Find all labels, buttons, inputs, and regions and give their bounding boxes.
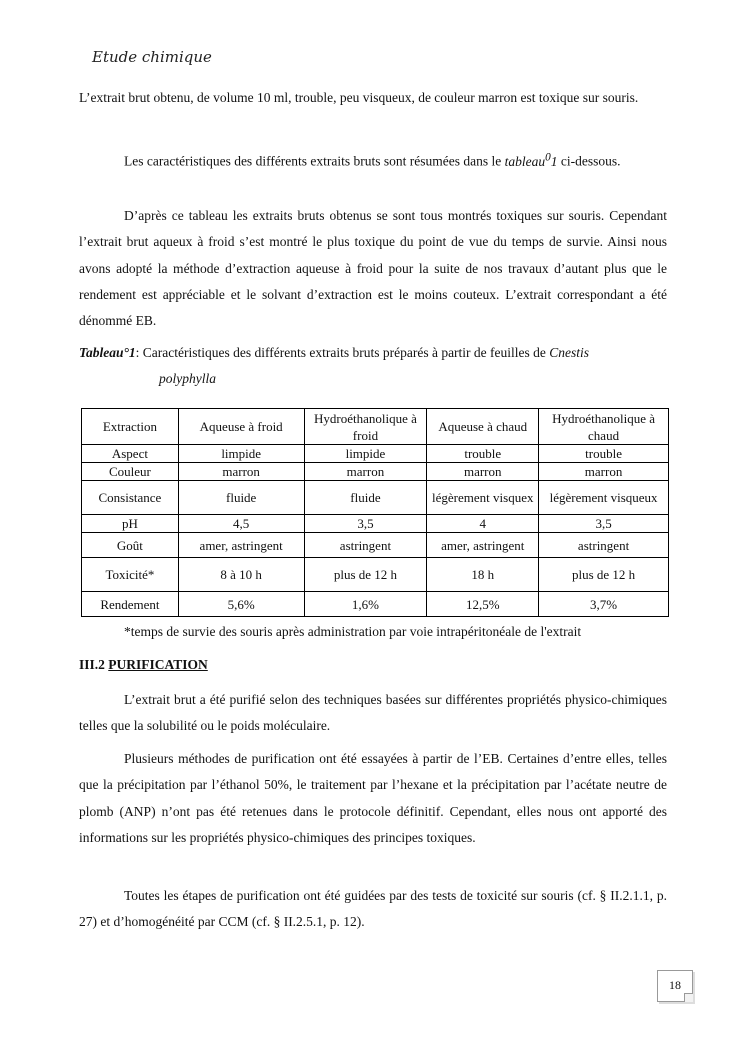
table-header-row [82, 409, 669, 445]
table-footnote: *temps de survie des souris après administration par voie intrapéritonéale de l'extrait [124, 624, 582, 639]
section-number: III.2 [79, 657, 109, 672]
table-cell: limpide [304, 445, 427, 463]
table-row [82, 558, 669, 592]
table-cell: marron [178, 463, 304, 481]
table-cell: légèrement visquex [427, 481, 539, 515]
species-name-genus: Cnestis [549, 345, 590, 360]
table-header-cell: Hydroéthanolique à froid [304, 409, 427, 445]
table-cell: 3,5 [539, 515, 669, 533]
table-cell: 4,5 [178, 515, 304, 533]
table-cell: Consistance [82, 481, 179, 515]
table-cell: limpide [178, 445, 304, 463]
table-cell: 8 à 10 h [178, 558, 304, 592]
table-caption-text: : Caractéristiques des différents extraits bruts préparés à partir de feuilles de [135, 345, 550, 360]
paragraph-extract-description: L’extrait brut obtenu, de volume 10 ml, trouble, peu visqueux, de couleur marron est toxique sur souris. [79, 90, 639, 105]
paragraph-table-reference [79, 144, 667, 175]
extraction-table [81, 408, 669, 617]
table-cell: amer, astringent [178, 533, 304, 558]
table-cell: 1,6% [304, 592, 427, 617]
table-cell: astringent [304, 533, 427, 558]
table-cell: fluide [178, 481, 304, 515]
table-cell: fluide [304, 481, 427, 515]
p2-text-after: ci-dessous. [557, 153, 621, 169]
table-cell: astringent [539, 533, 669, 558]
paragraph-purification-guidance: Toutes les étapes de purification ont été guidées par des tests de toxicité sur souris (cf. § II.2.1.1, p. 27) et d’homogénéité par CCM (cf. § II.2.5.1, p. 12). [79, 888, 667, 930]
table-row [82, 533, 669, 558]
table-row [82, 515, 669, 533]
table-cell: Goût [82, 533, 179, 558]
table-cell: pH [82, 515, 179, 533]
table-cell: 3,5 [304, 515, 427, 533]
table-cell: 12,5% [427, 592, 539, 617]
table-reference: tableau$^0$1 [504, 151, 558, 169]
species-name-epithet: polyphylla [159, 371, 216, 386]
table-cell: Toxicité* [82, 558, 179, 592]
paragraph-purification-intro: L’extrait brut a été purifié selon des techniques basées sur différentes propriétés physico-chimiques telles que la solubilité ou le poids moléculaire. [79, 692, 667, 734]
table-cell: Couleur [82, 463, 179, 481]
table-cell: plus de 12 h [304, 558, 427, 592]
table-cell: Aspect [82, 445, 179, 463]
table-cell: marron [427, 463, 539, 481]
section-heading [79, 657, 208, 673]
table-cell: trouble [427, 445, 539, 463]
table-header-cell: Extraction [82, 409, 179, 445]
table-cell: Rendement [82, 592, 179, 617]
table-header-cell: Aqueuse à froid [178, 409, 304, 445]
table-cell: marron [539, 463, 669, 481]
table-cell: 4 [427, 515, 539, 533]
table-header-cell: Hydroéthanolique à chaud [539, 409, 669, 445]
page-number: 18 [657, 970, 693, 1002]
p2-text-before: Les caractéristiques des différents extraits bruts sont résumées dans le [124, 153, 505, 169]
table-cell: marron [304, 463, 427, 481]
table-cell: trouble [539, 445, 669, 463]
table-caption-label: Tableau°1 [79, 345, 136, 360]
table-cell: 5,6% [178, 592, 304, 617]
table-header-cell: Aqueuse à chaud [427, 409, 539, 445]
table-cell: 3,7% [539, 592, 669, 617]
table-cell: plus de 12 h [539, 558, 669, 592]
table-row [82, 445, 669, 463]
table-cell: amer, astringent [427, 533, 539, 558]
section-title: PURIFICATION [108, 657, 208, 672]
running-section-title: Etude chimique [92, 48, 212, 66]
table-cell: 18 h [427, 558, 539, 592]
table-row [82, 481, 669, 515]
paragraph-toxicity-analysis: D’après ce tableau les extraits bruts obtenus se sont tous montrés toxiques sur souris. Cependant l’extrait brut aqueux à froid s’est montré le plus toxique du point de vue du temps de survie. Ainsi nous avons adopté la méthode d’extraction aqueuse à froid pour la suite de nos travaux d’autant plus que le rendement est appréciable et le solvant d’extraction est le moins couteux. L’extrait correspondant a été dénommé EB. [79, 208, 667, 329]
paragraph-purification-methods: Plusieurs méthodes de purification ont été essayées à partir de l’EB. Certaines d’entre elles, telles que la précipitation par l’éthanol 50%, le traitement par l’hexane et la précipitation par l’acétate neutre de plomb (ANP) n’ont pas été retenues dans le protocole définitif. Cependant, elles nous ont apporté des informations sur les propriétés physico-chimiques des principes toxiques. [79, 751, 667, 845]
table-cell: légèrement visqueux [539, 481, 669, 515]
table-caption [79, 340, 667, 392]
table-row [82, 592, 669, 617]
table-row [82, 463, 669, 481]
